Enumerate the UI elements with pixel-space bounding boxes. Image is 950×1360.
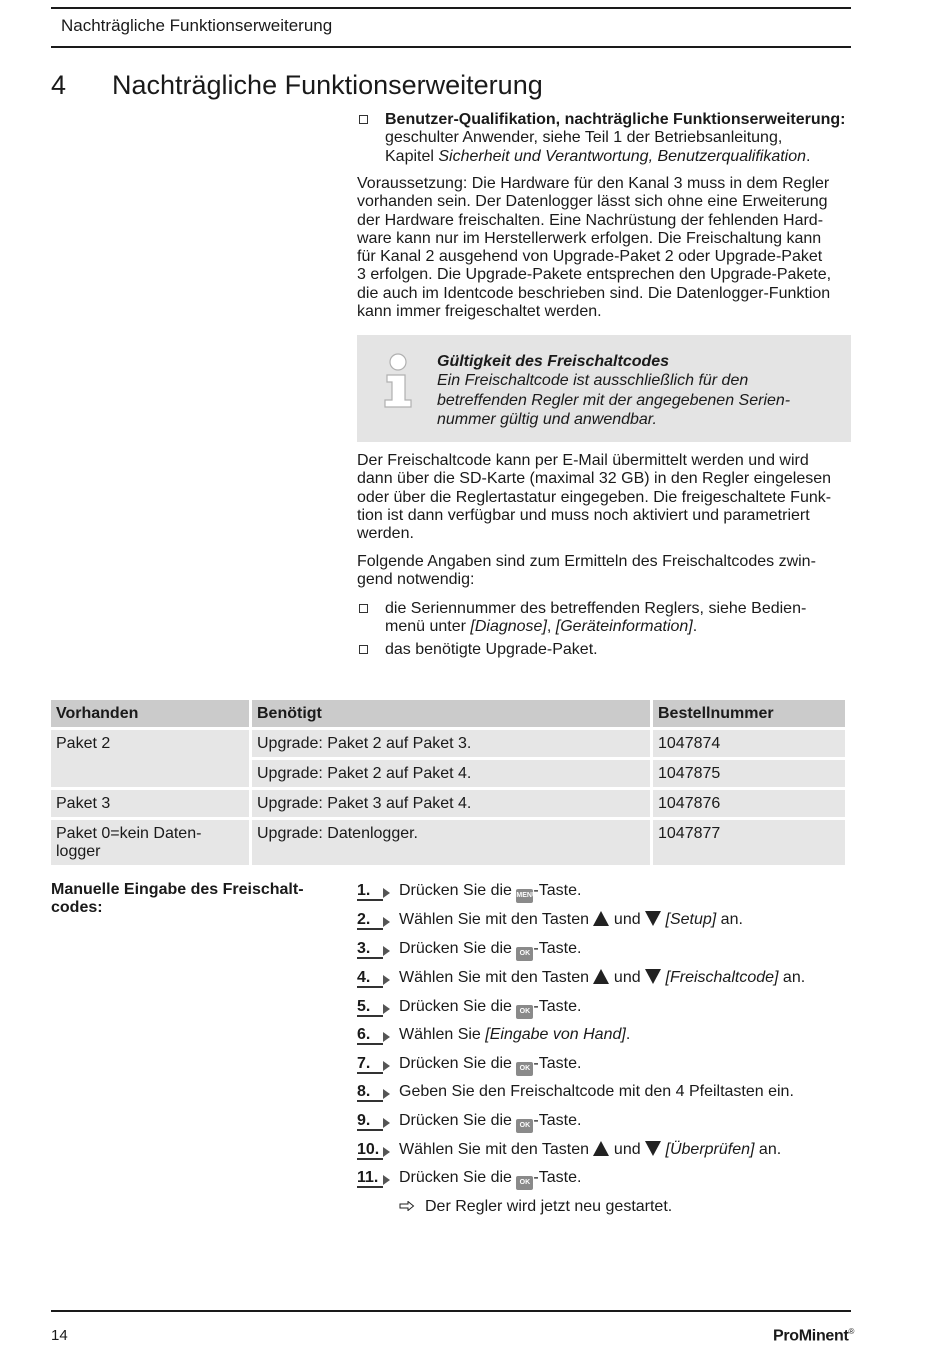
paragraph-line: werden.: [357, 525, 414, 543]
menu-ref: [Überprüfen]: [665, 1141, 755, 1158]
footer-rule: [51, 1310, 851, 1312]
arrow-down-key-icon: [645, 969, 661, 984]
step-10: [357, 1139, 781, 1161]
qualification-bullet: [357, 111, 851, 166]
menu-ref: [Eingabe von Hand]: [485, 1026, 626, 1043]
step-text: Drücken Sie die: [399, 940, 517, 957]
serial-text: die Seriennummer des betreffenden Reglers, siehe Bedien-: [385, 600, 807, 617]
chapter-number: 4: [51, 70, 67, 100]
step-number: 10.: [357, 1139, 399, 1161]
required-paragraph: [357, 553, 851, 590]
menu-ref: [Setup]: [665, 911, 717, 928]
running-title: Nachträgliche Funktionserweiterung: [61, 16, 333, 35]
info-text-line: Ein Freischaltcode ist ausschließlich für den: [437, 372, 749, 390]
info-box: [357, 335, 851, 442]
step-arrow-icon: [383, 975, 390, 985]
paragraph-line: Der Freischaltcode kann per E-Mail übermittelt werden und wird: [357, 452, 809, 469]
step-text: Drücken Sie die: [399, 1112, 517, 1129]
paragraph-line: für Kanal 2 ausgehend von Upgrade-Paket 2 oder Upgrade-Paket: [357, 248, 823, 266]
menu-key-icon: MENU: [516, 889, 533, 903]
info-title: Gültigkeit des Freischaltcodes: [437, 353, 670, 370]
page-number: 14: [51, 1327, 68, 1344]
qualification-suffix: .: [806, 147, 811, 165]
table-header-row: [51, 700, 845, 727]
step-arrow-icon: [383, 1175, 390, 1185]
result-arrow-icon: [399, 1201, 415, 1211]
step-arrow-icon: [383, 1004, 390, 1014]
column-header: Vorhanden: [51, 700, 249, 727]
step-text: Wählen Sie mit den Tasten: [399, 1141, 594, 1158]
arrow-down-key-icon: [645, 911, 661, 926]
step-text: Drücken Sie die: [399, 998, 517, 1015]
step-number: 9.: [357, 1110, 399, 1132]
step-text: .: [625, 1026, 631, 1043]
table-row: [51, 730, 845, 757]
step-number: 8.: [357, 1081, 399, 1103]
paragraph-line: oder über die Reglertastatur eingegeben. Die freigeschaltete Funk-: [357, 488, 832, 506]
step-text: Geben Sie den Freischaltcode mit den 4 Pfeiltasten ein.: [399, 1083, 794, 1100]
qualification-reference: Sicherheit und Verantwortung, Benutzerqualifikation: [438, 147, 807, 165]
step-arrow-icon: [383, 1147, 390, 1157]
qualification-label: Benutzer-Qualifikation, nachträgliche Funktionserweiterung:: [385, 111, 846, 128]
step-text: Wählen Sie: [399, 1026, 486, 1043]
step-text: -Taste.: [533, 998, 582, 1015]
list-item: [357, 600, 851, 637]
step-text: Drücken Sie die: [399, 882, 517, 899]
paragraph-line: tion ist dann verfügbar und muss noch aktiviert und parametriert: [357, 506, 810, 524]
step-result: [399, 1196, 672, 1218]
step-arrow-icon: [383, 917, 390, 927]
info-text-line: betreffenden Regler mit der angegebenen Serien-: [437, 391, 791, 409]
step-11: [357, 1167, 581, 1189]
step-text: Wählen Sie mit den Tasten: [399, 911, 594, 928]
menu-ref-device-info: [Geräteinformation]: [555, 618, 693, 636]
step-9: [357, 1110, 581, 1132]
step-text: an.: [716, 911, 743, 928]
paragraph-line: 3 erfolgen. Die Upgrade-Pakete entsprechen den Upgrade-Pakete,: [357, 266, 832, 284]
step-text: an.: [778, 969, 806, 986]
paragraph-line: ware kann nur im Herstellerwerk erfolgen. Die Freischaltung kann: [357, 229, 822, 247]
column-header: Benötigt: [252, 700, 650, 727]
requirements-paragraph: [357, 175, 851, 321]
top-rule: [51, 7, 851, 9]
table-cell: Upgrade: Paket 2 auf Paket 3.: [252, 730, 650, 757]
step-text: Wählen Sie mit den Tasten: [399, 969, 594, 986]
step-8: [357, 1081, 794, 1103]
arrow-up-key-icon: [593, 1141, 609, 1156]
step-text: -Taste.: [533, 940, 582, 957]
list-item: [357, 641, 851, 659]
step-text: -Taste.: [533, 1055, 582, 1072]
table-cell: 1047874: [653, 730, 845, 757]
step-arrow-icon: [383, 946, 390, 956]
table-cell: Upgrade: Datenlogger.: [252, 820, 650, 865]
serial-separator: ,: [546, 618, 556, 636]
table-cell: 1047877: [653, 820, 845, 865]
column-header: Bestellnummer: [653, 700, 845, 727]
step-7: [357, 1053, 581, 1075]
upgrade-table: [48, 697, 848, 868]
paragraph-line: Folgende Angaben sind zum Ermitteln des Freischaltcodes zwin-: [357, 553, 816, 570]
arrow-up-key-icon: [593, 911, 609, 926]
table-cell: Paket 2: [51, 730, 249, 787]
step-4: [357, 967, 805, 989]
step-text: -Taste.: [533, 882, 582, 899]
step-number: 6.: [357, 1024, 399, 1046]
step-number: 1.: [357, 880, 399, 902]
ok-key-icon: OK: [516, 1005, 533, 1019]
step-text: Drücken Sie die: [399, 1169, 517, 1186]
table-cell: Paket 3: [51, 790, 249, 817]
step-1: [357, 880, 581, 902]
chapter-title: Nachträgliche Funktionserweiterung: [112, 70, 543, 100]
table-cell: Upgrade: Paket 3 auf Paket 4.: [252, 790, 650, 817]
paragraph-line: Voraussetzung: Die Hardware für den Kanal 3 muss in dem Regler: [357, 175, 830, 192]
ok-key-icon: OK: [516, 947, 533, 961]
step-text: an.: [754, 1141, 782, 1158]
step-3: [357, 938, 581, 960]
step-5: [357, 996, 581, 1018]
qualification-text: geschulter Anwender, siehe Teil 1 der Betriebsanleitung,: [385, 129, 783, 147]
step-arrow-icon: [383, 1089, 390, 1099]
ok-key-icon: OK: [516, 1119, 533, 1133]
info-text-line: nummer gültig und anwendbar.: [437, 411, 657, 429]
arrow-down-key-icon: [645, 1141, 661, 1156]
table-cell: 1047875: [653, 760, 845, 787]
email-paragraph: [357, 452, 851, 543]
step-text: und: [609, 969, 646, 986]
table-row: [51, 790, 845, 817]
step-number: 4.: [357, 967, 399, 989]
step-text: -Taste.: [533, 1169, 582, 1186]
header-rule: [51, 46, 851, 48]
brand-logo: [773, 1327, 854, 1345]
serial-suffix: .: [692, 618, 698, 636]
paragraph-line: dann über die SD-Karte (maximal 32 GB) in den Regler eingelesen: [357, 470, 832, 488]
table-cell: Paket 0=kein Daten- logger: [51, 820, 249, 865]
manual-entry-title: Manuelle Eingabe des Freischalt- codes:: [51, 881, 304, 916]
info-icon: [379, 353, 419, 413]
step-text: und: [609, 911, 646, 928]
table-row: [51, 820, 845, 865]
step-text: -Taste.: [533, 1112, 582, 1129]
result-text: Der Regler wird jetzt neu gestartet.: [425, 1198, 673, 1215]
step-text: Drücken Sie die: [399, 1055, 517, 1072]
ok-key-icon: OK: [516, 1062, 533, 1076]
arrow-up-key-icon: [593, 969, 609, 984]
paragraph-line: kann immer freigeschaltet werden.: [357, 303, 602, 321]
step-number: 11.: [357, 1167, 399, 1189]
paragraph-line: die auch im Identcode beschrieben sind. Die Datenlogger-Funktion: [357, 284, 831, 302]
step-number: 3.: [357, 938, 399, 960]
step-2: [357, 909, 743, 931]
ok-key-icon: OK: [516, 1176, 533, 1190]
menu-ref-diagnose: [Diagnose]: [470, 618, 547, 636]
step-number: 5.: [357, 996, 399, 1018]
step-arrow-icon: [383, 1061, 390, 1071]
brand-name: ProMinent: [773, 1327, 849, 1345]
table-cell: 1047876: [653, 790, 845, 817]
step-number: 7.: [357, 1053, 399, 1075]
step-arrow-icon: [383, 888, 390, 898]
step-text: und: [609, 1141, 646, 1158]
brand-mark: ®: [848, 1327, 855, 1336]
table-cell: Upgrade: Paket 2 auf Paket 4.: [252, 760, 650, 787]
step-number: 2.: [357, 909, 399, 931]
paragraph-line: vorhanden sein. Der Datenlogger lässt sich ohne eine Erweiterung: [357, 193, 828, 211]
paragraph-line: gend notwendig:: [357, 571, 475, 589]
qualification-text-prefix: Kapitel: [385, 147, 439, 165]
step-arrow-icon: [383, 1118, 390, 1128]
menu-ref: [Freischaltcode]: [665, 969, 779, 986]
required-list: [357, 600, 851, 659]
paragraph-line: der Hardware freischalten. Eine Nachrüstung der fehlenden Hard-: [357, 211, 824, 229]
step-arrow-icon: [383, 1032, 390, 1042]
serial-text-prefix: menü unter: [385, 618, 471, 636]
step-6: [357, 1024, 630, 1046]
package-text: das benötigte Upgrade-Paket.: [385, 640, 598, 658]
